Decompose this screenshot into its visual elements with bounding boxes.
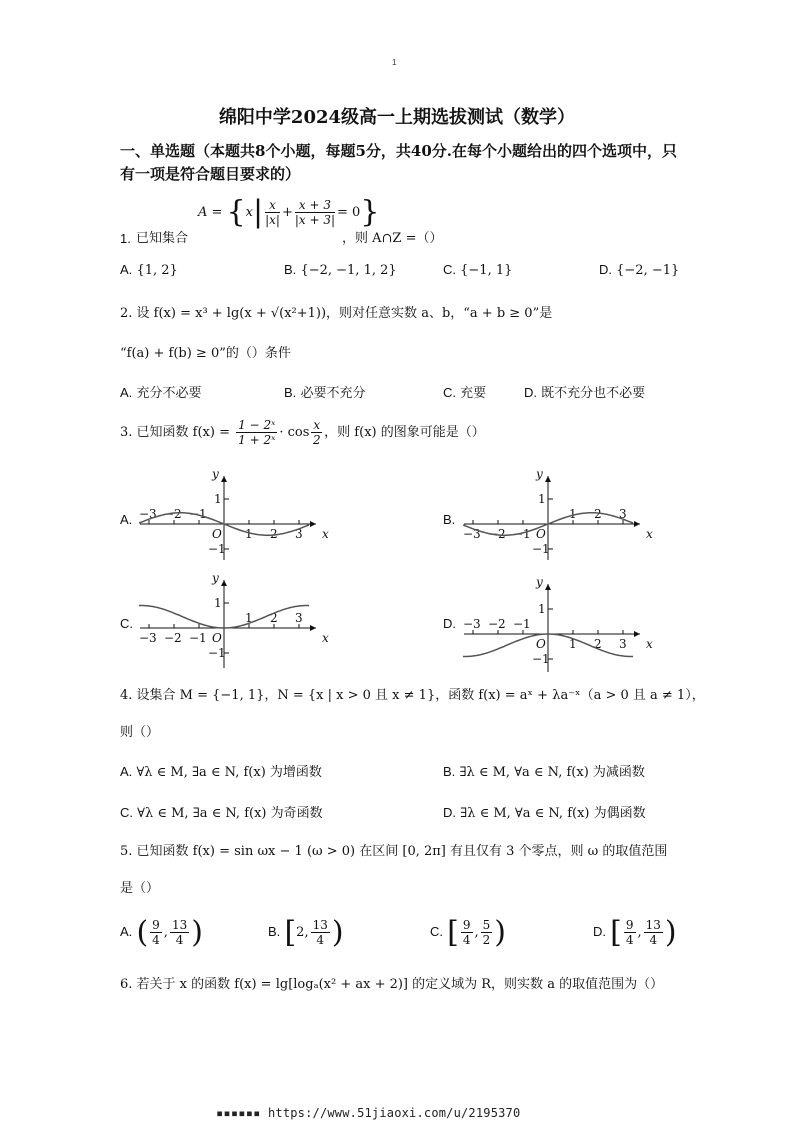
y-tick-label: −1 bbox=[532, 652, 550, 666]
x-tick-label: −1 bbox=[189, 507, 207, 521]
q3-frac2-num: x bbox=[313, 418, 321, 432]
y-axis-arrow bbox=[221, 580, 227, 586]
y-tick-label: −1 bbox=[208, 646, 226, 660]
x-tick-label: O bbox=[536, 637, 546, 651]
q1-frac1-num: x bbox=[265, 198, 280, 213]
y-tick-label: −1 bbox=[532, 542, 550, 556]
q1-frac2-num: x + 3 bbox=[295, 198, 335, 213]
x-tick-label: −2 bbox=[164, 631, 182, 645]
x-axis-label: x bbox=[322, 631, 329, 645]
y-axis-arrow bbox=[545, 476, 551, 482]
section-heading: 一、单选题（本题共8个小题，每题5分，共40分.在每个小题给出的四个选项中，只有一项是符合题目要求的） bbox=[120, 142, 677, 183]
graph-b-label[interactable]: B. bbox=[443, 512, 456, 527]
graph-d-label[interactable]: D. bbox=[443, 616, 456, 631]
graph-c bbox=[138, 570, 338, 670]
x-axis-arrow bbox=[310, 521, 316, 527]
q2-option-d[interactable]: D. 既不充分也不必要 bbox=[524, 385, 646, 401]
q5-option-d[interactable]: D. [ $\frac{9}{4}$ , $\frac{13}{4}$ ) bbox=[593, 915, 677, 950]
q4-option-b[interactable]: B. ∃λ ∈ M, ∀a ∈ N, f(x) 为减函数 bbox=[443, 764, 645, 780]
q1-eq-zero: = 0 bbox=[337, 205, 361, 220]
x-tick-label: 1 bbox=[245, 611, 253, 625]
q5-option-c[interactable]: C. [ $\frac{9}{4}$ , $\frac{5}{2}$ ) bbox=[430, 915, 506, 950]
x-tick-label: 1 bbox=[569, 637, 577, 651]
x-tick-label: −3 bbox=[139, 631, 157, 645]
q5-line-2: 是（） bbox=[120, 881, 160, 896]
x-axis-label: x bbox=[646, 637, 653, 651]
q4-option-c[interactable]: C. ∀λ ∈ M, ∃a ∈ N, f(x) 为奇函数 bbox=[120, 805, 323, 821]
q6-line-1: 6. 若关于 x 的函数 f(x) = lg[logₐ(x² + ax + 2)] 的定义域为 R，则实数 a 的取值范围为（） bbox=[120, 977, 664, 992]
x-tick-label: −3 bbox=[463, 617, 481, 631]
q4-line-1: 4. 设集合 M = {−1, 1}，N = {x | x > 0 且 x ≠ 1}，函数 f(x) = aˣ + λa⁻ˣ（a > 0 且 a ≠ 1）， bbox=[120, 688, 705, 703]
q2-option-b[interactable]: B. 必要不充分 bbox=[284, 385, 366, 401]
x-tick-label: −1 bbox=[189, 631, 207, 645]
x-tick-label: 3 bbox=[619, 637, 627, 651]
graph-a bbox=[138, 466, 338, 562]
x-axis-arrow bbox=[634, 631, 640, 637]
q5-line-1: 5. 已知函数 f(x) = sin ωx − 1 (ω > 0) 在区间 [0, 2π] 有且仅有 3 个零点，则 ω 的取值范围 bbox=[120, 844, 668, 859]
y-axis-label: y bbox=[536, 575, 543, 589]
x-tick-label: −1 bbox=[513, 617, 531, 631]
q1-number: 1. bbox=[120, 231, 131, 246]
y-tick-label: 1 bbox=[538, 492, 546, 506]
q3-frac1-num: 1 − 2ˣ bbox=[238, 418, 276, 432]
q2-line-1: 2. 设 f(x) = x³ + lg(x + √(x²+1))，则对任意实数 a、b，“a + b ≥ 0”是 bbox=[120, 306, 553, 321]
x-tick-label: 3 bbox=[619, 507, 627, 521]
x-axis-label: x bbox=[646, 527, 653, 541]
q4-option-a[interactable]: A. ∀λ ∈ M, ∃a ∈ N, f(x) 为增函数 bbox=[120, 764, 322, 780]
y-axis-label: y bbox=[212, 467, 219, 481]
q3-post: ，则 f(x) 的图象可能是（） bbox=[324, 425, 485, 440]
x-tick-label: −2 bbox=[164, 507, 182, 521]
q2-option-a[interactable]: A. 充分不必要 bbox=[120, 385, 202, 401]
x-tick-label: 2 bbox=[270, 527, 278, 541]
q2-option-c[interactable]: C. 充要 bbox=[443, 385, 487, 401]
q1-pre: 已知集合 bbox=[136, 231, 189, 246]
y-tick-label: 1 bbox=[538, 602, 546, 616]
q1-set-var: x bbox=[245, 205, 253, 220]
q1-set-lhs: A = bbox=[198, 205, 227, 220]
y-tick-label: 1 bbox=[214, 492, 222, 506]
x-tick-label: 2 bbox=[594, 637, 602, 651]
x-axis-arrow bbox=[310, 625, 316, 631]
x-tick-label: −1 bbox=[513, 527, 531, 541]
question-3 bbox=[120, 418, 485, 447]
footer-url[interactable]: ▪▪▪▪▪▪ https://www.51jiaoxi.com/u/2195370 bbox=[216, 1106, 521, 1120]
x-axis-label: x bbox=[322, 527, 329, 541]
y-tick-label: 1 bbox=[214, 596, 222, 610]
q1-plus: + bbox=[281, 205, 293, 220]
q1-frac2-den: |x + 3| bbox=[294, 213, 336, 227]
x-tick-label: 2 bbox=[594, 507, 602, 521]
graph-c-label[interactable]: C. bbox=[120, 616, 133, 631]
q4-line-2: 则（） bbox=[120, 725, 160, 740]
q3-mid: · cos bbox=[279, 425, 310, 440]
q1-frac1-den: |x| bbox=[265, 213, 280, 227]
q3-frac2-den: 2 bbox=[312, 433, 321, 447]
graph-b bbox=[462, 466, 662, 562]
x-axis-arrow bbox=[634, 521, 640, 527]
page-title: 绵阳中学2024级高一上期选拔测试（数学） bbox=[218, 107, 576, 128]
y-axis-label: y bbox=[536, 467, 543, 481]
x-tick-label: −2 bbox=[488, 617, 506, 631]
y-axis-arrow bbox=[221, 476, 227, 482]
q1-option-b[interactable]: B. {−2, −1, 1, 2} bbox=[284, 262, 397, 278]
x-tick-label: O bbox=[536, 527, 546, 541]
x-tick-label: 3 bbox=[295, 527, 303, 541]
x-tick-label: 3 bbox=[295, 611, 303, 625]
y-axis-arrow bbox=[545, 584, 551, 590]
x-tick-label: −3 bbox=[463, 527, 481, 541]
x-tick-label: 2 bbox=[270, 611, 278, 625]
q1-option-d[interactable]: D. {−2, −1} bbox=[599, 262, 680, 278]
q1-option-c[interactable]: C. {−1, 1} bbox=[443, 262, 513, 278]
q1-post: ，则 A∩Z =（） bbox=[342, 231, 443, 246]
x-tick-label: 1 bbox=[245, 527, 253, 541]
graph-a-label[interactable]: A. bbox=[120, 512, 133, 527]
q1-option-a[interactable]: A. {1, 2} bbox=[120, 262, 178, 278]
x-tick-label: O bbox=[212, 527, 222, 541]
y-tick-label: −1 bbox=[208, 542, 226, 556]
q3-pre: 3. 已知函数 f(x) = bbox=[120, 425, 235, 440]
x-tick-label: O bbox=[212, 631, 222, 645]
x-tick-label: 1 bbox=[569, 507, 577, 521]
x-tick-label: −2 bbox=[488, 527, 506, 541]
graph-d bbox=[462, 574, 662, 674]
q2-line-2: “f(a) + f(b) ≥ 0”的（）条件 bbox=[120, 346, 291, 361]
page-number: 1 bbox=[392, 58, 397, 67]
x-tick-label: −3 bbox=[139, 507, 157, 521]
q5-option-b[interactable]: B. [2, $\frac{13}{4}$ ) bbox=[268, 915, 344, 950]
q5-option-a[interactable]: A. ( $\frac{9}{4}$ , $\frac{13}{4}$ ) bbox=[120, 915, 203, 950]
q3-frac1-den: 1 + 2ˣ bbox=[238, 433, 276, 447]
q4-option-d[interactable]: D. ∃λ ∈ M, ∀a ∈ N, f(x) 为偶函数 bbox=[443, 805, 646, 821]
y-axis-label: y bbox=[212, 571, 219, 585]
